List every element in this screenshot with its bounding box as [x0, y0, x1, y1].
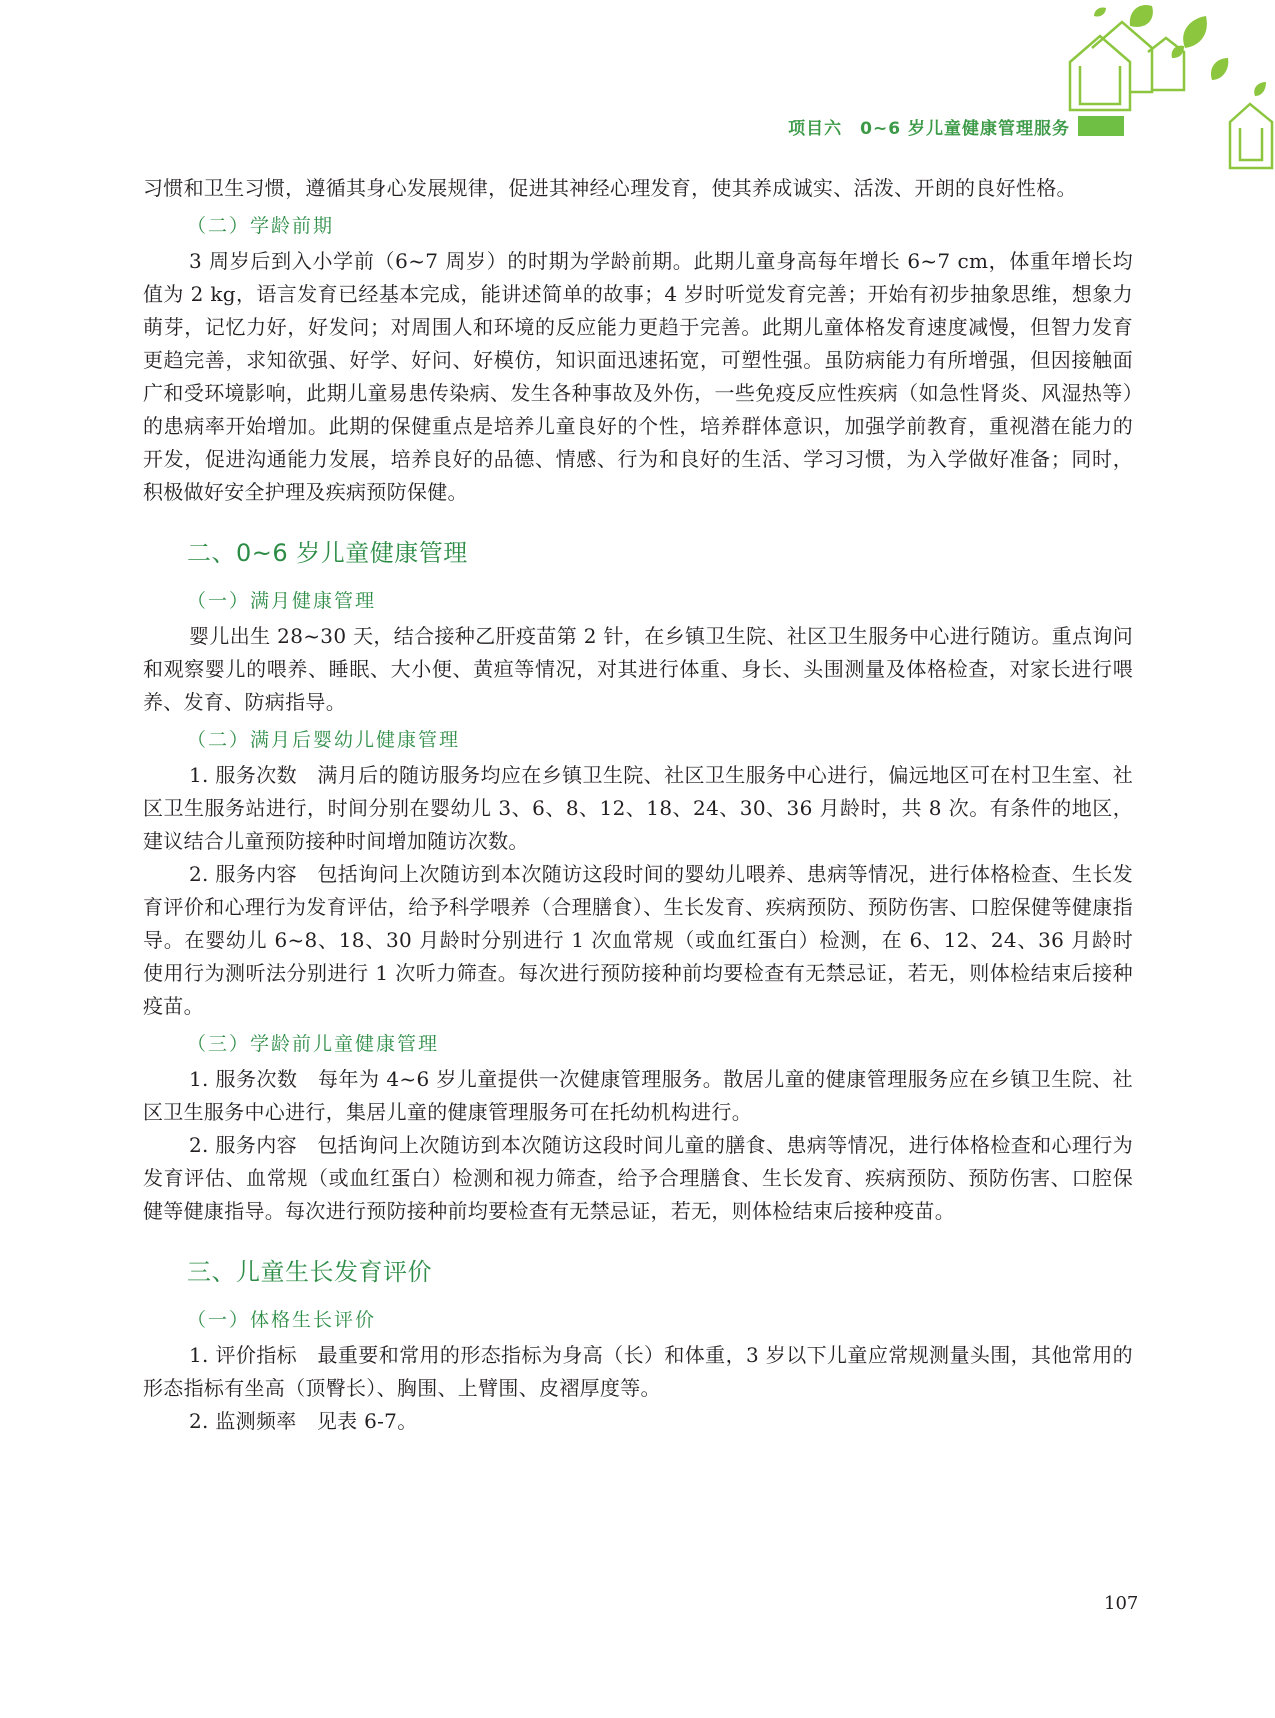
paragraph: 2. 服务内容 包括询问上次随访到本次随访这段时间儿童的膳食、患病等情况，进行体格检查和心理行为发育评估、血常规（或血红蛋白）检测和视力筛查，给予合理膳食、生长发育、疾病预防、预防伤害、口腔保健等健康指导。每次进行预防接种前均要检查有无禁忌证，若无，则体检结束后接种疫苗。 [143, 1133, 1133, 1223]
paragraph: 2. 监测频率 见表 6-7。 [189, 1409, 418, 1433]
section-heading-health-management: 二、0~6 岁儿童健康管理 [187, 539, 468, 567]
paragraph: 3 周岁后到入小学前（6~7 周岁）的时期为学龄前期。此期儿童身高每年增长 6~7 cm，体重年增长均值为 2 kg，语言发育已经基本完成，能讲述简单的故事；4 岁时听觉发育完善；开始有初步抽象思维，想象力萌芽，记忆力好，好发问；对周围人和环境的反应能力更趋于完善。此期儿童体格发育速度减慢，但智力发育更趋完善，求知欲强、好学、好问、好模仿，知识面迅速拓宽，可塑性强。虽防病能力有所增强，但因接触面广和受环境影响，此期儿童易患传染病、发生各种事故及外伤，一些免疫反应性疾病（如急性肾炎、风湿热等）的患病率开始增加。此期的保健重点是培养儿童良好的个性，培养群体意识，加强学前教育，重视潜在能力的开发，促进沟通能力发展，培养良好的品德、情感、行为和良好的生活、学习习惯，为入学做好准备；同时，积极做好安全护理及疾病预防保健。 [143, 249, 1133, 504]
subheading-physical-growth: （一）体格生长评价 [187, 1309, 377, 1331]
paragraph: 习惯和卫生习惯，遵循其身心发展规律，促进其神经心理发育，使其养成诚实、活泼、开朗的良好性格。 [143, 176, 1077, 200]
subheading-preschool-period: （二）学龄前期 [187, 215, 335, 237]
paragraph: 1. 服务次数 满月后的随访服务均应在乡镇卫生院、社区卫生服务中心进行，偏远地区可在村卫生室、社区卫生服务站进行，时间分别在婴幼儿 3、6、8、12、18、24、30、36 月龄时，共 8 次。有条件的地区，建议结合儿童预防接种时间增加随访次数。 [143, 763, 1133, 853]
paragraph: 1. 评价指标 最重要和常用的形态指标为身高（长）和体重，3 岁以下儿童应常规测量头围，其他常用的形态指标有坐高（顶臀长）、胸围、上臂围、皮褶厚度等。 [143, 1343, 1133, 1400]
paragraph: 1. 服务次数 每年为 4~6 岁儿童提供一次健康管理服务。散居儿童的健康管理服务应在乡镇卫生院、社区卫生服务中心进行，集居儿童的健康管理服务可在托幼机构进行。 [143, 1067, 1133, 1124]
page-number: 107 [1104, 1593, 1139, 1614]
subheading-preschool-health: （三）学龄前儿童健康管理 [187, 1033, 440, 1055]
house-leaf-decoration [0, 0, 1275, 190]
running-header: 项目六 0~6 岁儿童健康管理服务 [788, 119, 1070, 139]
header-accent-bar [1078, 116, 1124, 136]
page-content [143, 172, 1133, 1438]
subheading-after-full-month: （二）满月后婴幼儿健康管理 [187, 729, 461, 751]
paragraph: 婴儿出生 28~30 天，结合接种乙肝疫苗第 2 针，在乡镇卫生院、社区卫生服务中心进行随访。重点询问和观察婴儿的喂养、睡眠、大小便、黄疸等情况，对其进行体重、身长、头围测量及体格检查，对家长进行喂养、发育、防病指导。 [143, 624, 1133, 714]
paragraph: 2. 服务内容 包括询问上次随访到本次随访这段时间的婴幼儿喂养、患病等情况，进行体格检查、生长发育评价和心理行为发育评估，给予科学喂养（合理膳食）、生长发育、疾病预防、预防伤害、口腔保健等健康指导。在婴幼儿 6~8、18、30 月龄时分别进行 1 次血常规（或血红蛋白）检测，在 6、12、24、36 月龄时使用行为测听法分别进行 1 次听力筛查。每次进行预防接种前均要检查有无禁忌证，若无，则体检结束后接种疫苗。 [143, 862, 1133, 1018]
section-heading-growth-evaluation: 三、儿童生长发育评价 [187, 1258, 432, 1286]
subheading-full-month: （一）满月健康管理 [187, 590, 377, 612]
